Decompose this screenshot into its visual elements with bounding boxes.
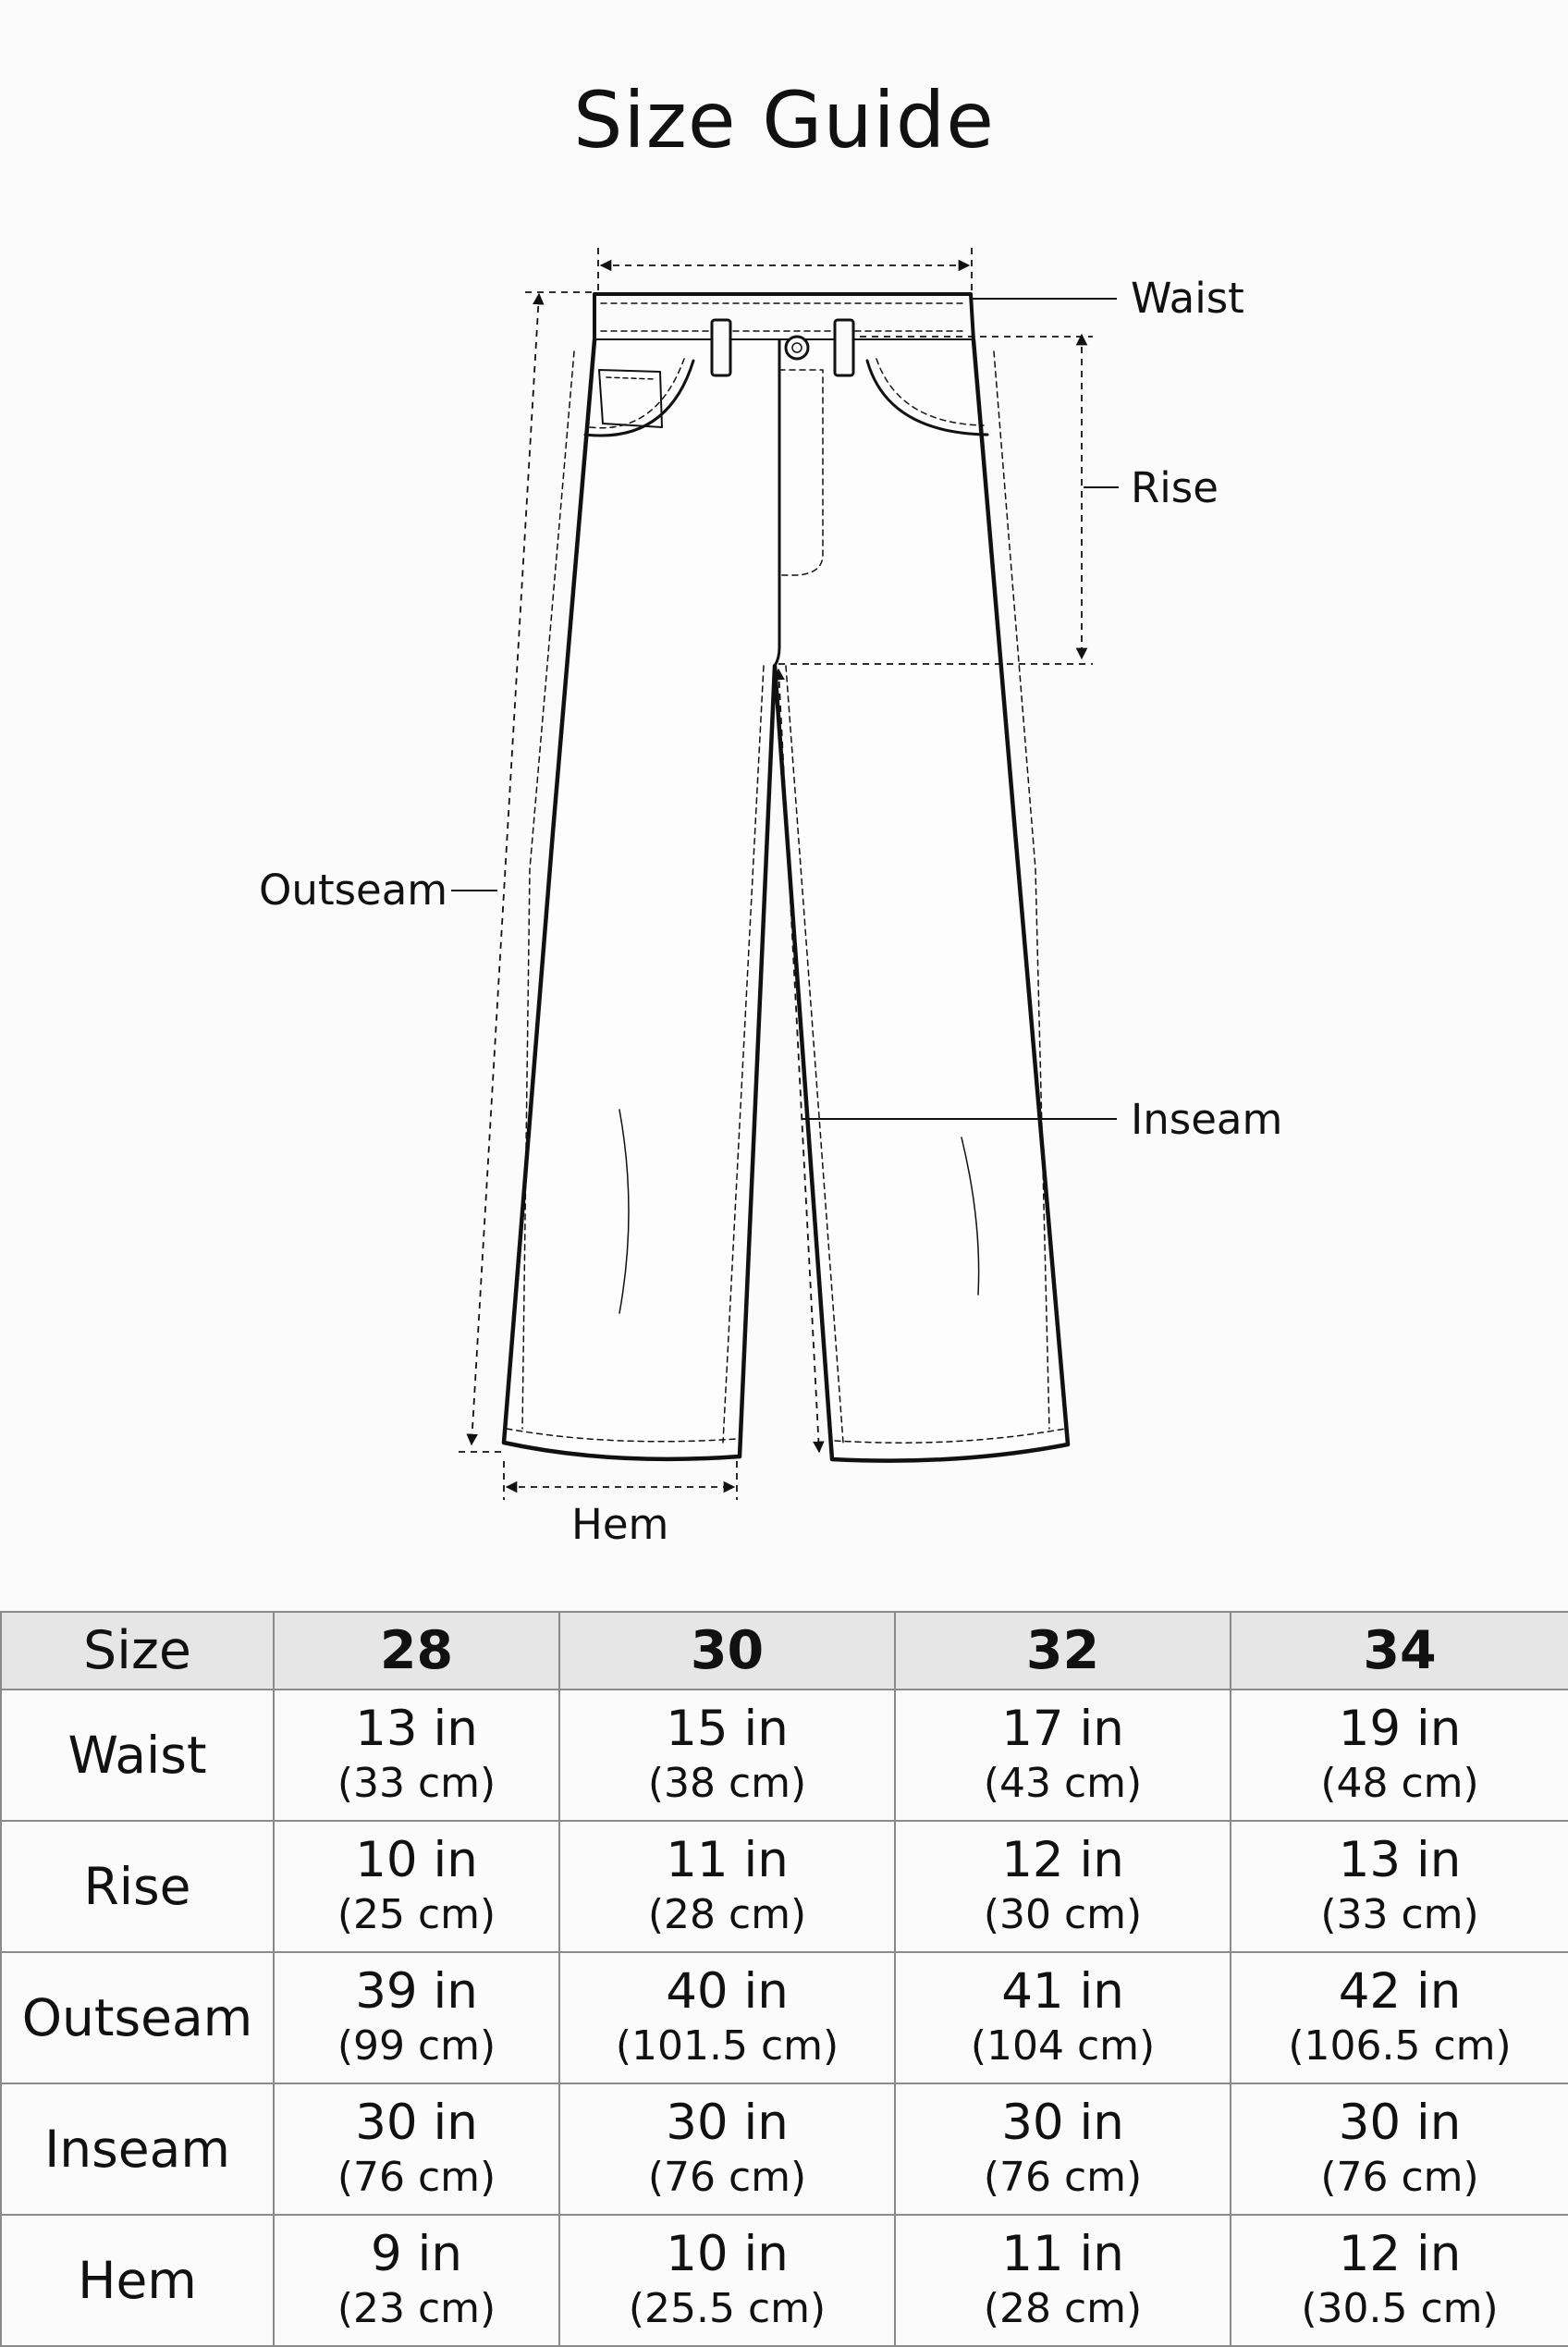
cell-inches: 12 in [1338, 2226, 1462, 2282]
cell-cm: (76 cm) [983, 2154, 1143, 2201]
inseam-label: Inseam [1131, 1095, 1283, 1144]
row-label: Inseam [1, 2083, 274, 2215]
cell-cm: (104 cm) [970, 2022, 1156, 2070]
button [786, 337, 808, 359]
row-label: Rise [1, 1821, 274, 1952]
row-label: Hem [1, 2215, 274, 2346]
cell-cm: (28 cm) [647, 1891, 807, 1938]
table-cell [895, 2083, 1231, 2215]
table-cell [559, 1821, 895, 1952]
cell-cm: (30 cm) [983, 1891, 1143, 1938]
cell-cm: (48 cm) [1320, 1760, 1479, 1807]
cell-inches: 11 in [1001, 2226, 1124, 2282]
cell-cm: (106.5 cm) [1288, 2022, 1512, 2070]
cell-inches: 12 in [1001, 1832, 1124, 1888]
cell-inches: 30 in [666, 2095, 789, 2151]
table-cell [1231, 1821, 1568, 1952]
cell-inches: 9 in [371, 2226, 462, 2282]
header-size-34: 34 [1231, 1612, 1568, 1690]
header-size: Size [1, 1612, 274, 1690]
table-cell [274, 1821, 559, 1952]
table-cell [1231, 2215, 1568, 2346]
outseam-label: Outseam [259, 866, 448, 915]
cell-inches: 10 in [666, 2226, 789, 2282]
cell-cm: (76 cm) [647, 2154, 807, 2201]
cell-cm: (101.5 cm) [615, 2022, 839, 2070]
cell-inches: 19 in [1338, 1701, 1462, 1757]
cell-inches: 42 in [1338, 1963, 1462, 2020]
belt-loop [712, 320, 730, 375]
cell-inches: 30 in [1338, 2095, 1462, 2151]
table-row-inseam [1, 2083, 1568, 2215]
cell-inches: 13 in [1338, 1832, 1462, 1888]
cell-cm: (30.5 cm) [1301, 2285, 1499, 2332]
cell-cm: (33 cm) [337, 1760, 496, 1807]
size-table [0, 1611, 1568, 2347]
cell-cm: (25.5 cm) [628, 2285, 827, 2332]
hem-label: Hem [571, 1500, 669, 1549]
table-row-rise [1, 1821, 1568, 1952]
header-size-30: 30 [559, 1612, 895, 1690]
table-cell [559, 1690, 895, 1821]
table-cell [895, 1952, 1231, 2083]
table-header-row [1, 1612, 1568, 1690]
table-cell [1231, 2083, 1568, 2215]
cell-cm: (43 cm) [983, 1760, 1143, 1807]
table-row-hem [1, 2215, 1568, 2346]
cell-cm: (25 cm) [337, 1891, 496, 1938]
cell-cm: (38 cm) [647, 1760, 807, 1807]
table-cell [1231, 1690, 1568, 1821]
table-cell [559, 1952, 895, 2083]
row-label: Waist [1, 1690, 274, 1821]
table-cell [274, 2215, 559, 2346]
cell-inches: 30 in [355, 2095, 478, 2151]
cell-cm: (33 cm) [1320, 1891, 1479, 1938]
cell-inches: 15 in [666, 1701, 789, 1757]
table-cell [559, 2083, 895, 2215]
table-cell [274, 1952, 559, 2083]
table-cell [895, 2215, 1231, 2346]
cell-inches: 41 in [1001, 1963, 1124, 2020]
waistband [594, 294, 974, 340]
table-cell [895, 1821, 1231, 1952]
cell-inches: 11 in [666, 1832, 789, 1888]
cell-inches: 30 in [1001, 2095, 1124, 2151]
cell-inches: 40 in [666, 1963, 789, 2020]
waist-label: Waist [1131, 274, 1244, 323]
rise-label: Rise [1131, 463, 1219, 512]
cell-inches: 17 in [1001, 1701, 1124, 1757]
header-size-32: 32 [895, 1612, 1231, 1690]
row-label: Outseam [1, 1952, 274, 2083]
table-row-waist [1, 1690, 1568, 1821]
table-row-outseam [1, 1952, 1568, 2083]
cell-inches: 13 in [355, 1701, 478, 1757]
table-cell [274, 2083, 559, 2215]
cell-cm: (99 cm) [337, 2022, 496, 2070]
table-cell [274, 1690, 559, 1821]
table-cell [559, 2215, 895, 2346]
header-size-28: 28 [274, 1612, 559, 1690]
cell-inches: 10 in [355, 1832, 478, 1888]
cell-cm: (23 cm) [337, 2285, 496, 2332]
cell-inches: 39 in [355, 1963, 478, 2020]
jeans-outline [504, 340, 1068, 1461]
belt-loop [835, 320, 853, 375]
table-cell [895, 1690, 1231, 1821]
cell-cm: (76 cm) [337, 2154, 496, 2201]
page-title: Size Guide [573, 75, 995, 166]
cell-cm: (76 cm) [1320, 2154, 1479, 2201]
cell-cm: (28 cm) [983, 2285, 1143, 2332]
table-cell [1231, 1952, 1568, 2083]
